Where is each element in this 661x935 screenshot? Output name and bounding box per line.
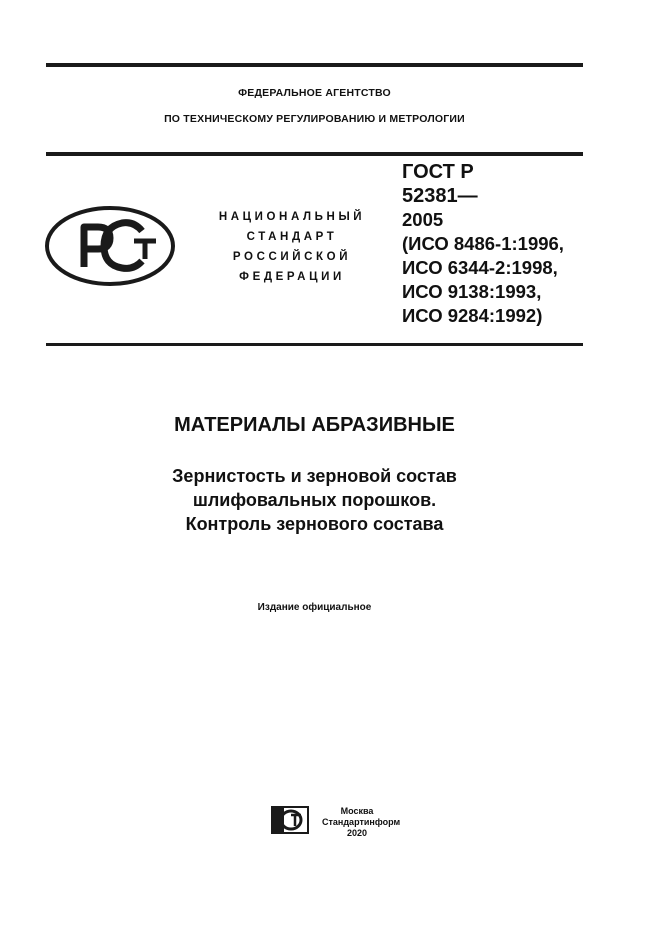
- natstd-line: СТАНДАРТ: [246, 231, 338, 243]
- designation-line: ИСО 9284:1992): [402, 305, 543, 326]
- subtitle-line: шлифовальных порошков.: [192, 490, 437, 510]
- agency-line-1: ФЕДЕРАЛЬНОЕ АГЕНТСТВО: [238, 87, 391, 99]
- block-rule: [46, 343, 583, 346]
- publisher-city: Москва: [340, 806, 374, 816]
- document-title: МАТЕРИАЛЫ АБРАЗИВНЫЕ: [174, 414, 455, 436]
- designation-line: ИСО 9138:1993,: [402, 281, 542, 302]
- document-subtitle: [46, 464, 583, 536]
- designation-line: 2005: [402, 209, 444, 230]
- rst-letters: РСТ: [110, 249, 112, 250]
- natstd-line: ФЕДЕРАЦИИ: [239, 271, 345, 283]
- designation-line: 52381—: [402, 185, 478, 207]
- publisher-block: [322, 806, 401, 839]
- standard-designation: [402, 160, 564, 328]
- subtitle-line: Контроль зернового состава: [185, 514, 444, 534]
- designation-line: ГОСТ Р: [402, 161, 474, 183]
- edition-label: Издание официальное: [257, 602, 372, 613]
- standartinform-logo-icon: [271, 806, 309, 834]
- national-standard-block: [196, 207, 388, 287]
- rst-logo-icon: [44, 205, 176, 287]
- agency-line-2: ПО ТЕХНИЧЕСКОМУ РЕГУЛИРОВАНИЮ И МЕТРОЛОГИИ: [164, 113, 465, 125]
- designation-line: ИСО 6344-2:1998,: [402, 257, 558, 278]
- natstd-line: РОССИЙСКОЙ: [232, 251, 352, 263]
- publisher-name: Стандартинформ: [322, 817, 401, 827]
- designation-line: (ИСО 8486-1:1996,: [402, 233, 564, 254]
- top-rule: [46, 63, 583, 67]
- header-rule: [46, 152, 583, 156]
- publisher-year: 2020: [346, 828, 368, 838]
- subtitle-line: Зернистость и зерновой состав: [172, 466, 457, 486]
- natstd-line: НАЦИОНАЛЬНЫЙ: [218, 211, 366, 223]
